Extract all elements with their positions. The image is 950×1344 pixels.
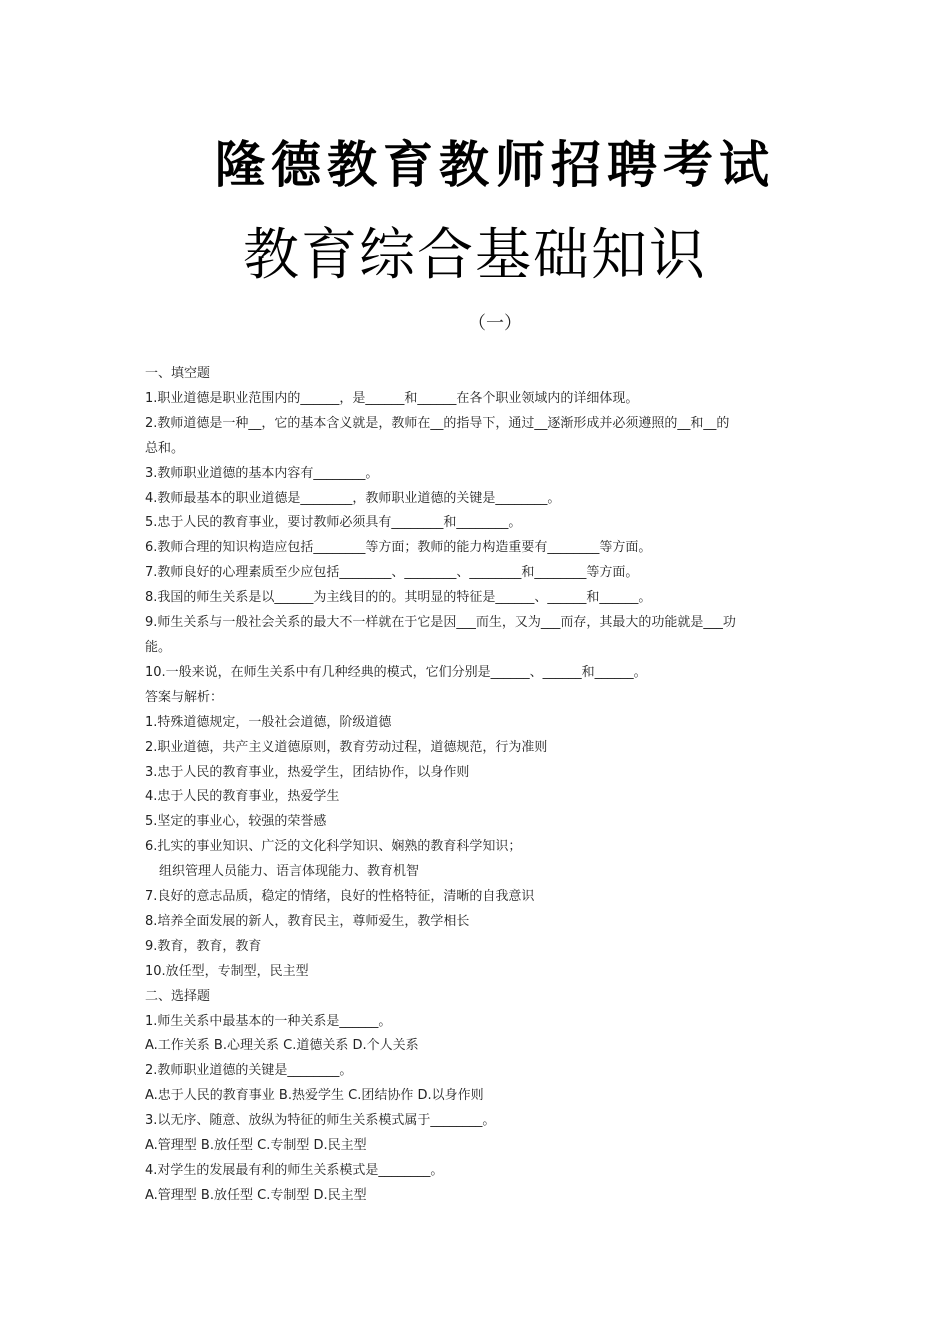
text-line: 总和。 (145, 440, 185, 456)
text-line: 8.我国的师生关系是以______为主线目的的。其明显的特征是______、______和______。 (145, 590, 652, 606)
text-line: 答案与解析： (145, 689, 224, 705)
text-line: A.管理型 B.放任型 C.专制型 D.民主型 (145, 1138, 367, 1154)
text-line: 1.特殊道德规定，一般社会道德，阶级道德 (145, 714, 392, 730)
text-line: 5.忠于人民的教育事业，要讨教师必须具有________和________。 (145, 515, 522, 531)
document-subtitle: 教育综合基础知识 (243, 223, 707, 288)
text-line: 4.教师最基本的职业道德是________，教师职业道德的关键是________。 (145, 490, 561, 506)
text-line: 能。 (145, 639, 172, 655)
text-line: 一、填空题 (145, 366, 211, 381)
text-line: 2.职业道德，共产主义道德原则，教育劳动过程，道德规范，行为准则 (145, 739, 548, 755)
text-line: 2.教师职业道德的关键是________。 (145, 1063, 353, 1079)
text-line: 组织管理人员能力、语言体现能力、教育机智 (159, 864, 420, 880)
text-line: 4.忠于人民的教育事业，热爱学生 (145, 789, 340, 805)
document-title: 隆德教育教师招聘考试 (215, 135, 775, 194)
text-line: A.忠于人民的教育事业 B.热爱学生 C.团结协作 D.以身作则 (145, 1088, 484, 1104)
text-line: A.工作关系 B.心理关系 C.道德关系 D.个人关系 (145, 1038, 419, 1054)
text-line: 10.一般来说，在师生关系中有几种经典的模式，它们分别是______、______和______。 (145, 664, 647, 680)
text-line: 二、选择题 (145, 988, 211, 1004)
text-line: 7.教师良好的心理素质至少应包括________、________、________和________等方面。 (145, 565, 639, 581)
text-line: 6.教师合理的知识构造应包括________等方面；教师的能力构造重要有________等方面。 (145, 540, 652, 556)
text-line: 3.教师职业道德的基本内容有________。 (145, 465, 379, 481)
section-number: （一） (468, 313, 522, 334)
text-line: 1.职业道德是职业范围内的______，是______和______在各个职业领域内的详细体现。 (145, 390, 639, 406)
text-line: 10.放任型，专制型，民主型 (145, 963, 309, 979)
text-line: A.管理型 B.放任型 C.专制型 D.民主型 (145, 1187, 367, 1203)
text-line: 9.教育，教育，教育 (145, 938, 262, 954)
text-line: 8.培养全面发展的新人，教育民主，尊师爱生，教学相长 (145, 913, 470, 929)
text-line: 3.忠于人民的教育事业，热爱学生，团结协作，以身作则 (145, 764, 470, 780)
text-line: 7.良好的意志品质，稳定的情绪，良好的性格特征，清晰的自我意识 (145, 889, 535, 905)
text-line: 9.师生关系与一般社会关系的最大不一样就在于它是因___而生，又为___而存，其最大的功能就是___功 (145, 615, 736, 631)
text-line: 2.教师道德是一种__，它的基本含义就是，教师在__的指导下，通过__逐渐形成并必须遵照的__和__的 (145, 415, 730, 431)
text-line: 5.坚定的事业心，较强的荣誉感 (145, 814, 327, 830)
text-line: 4.对学生的发展最有利的师生关系模式是________。 (145, 1163, 444, 1178)
text-line: 3.以无序、随意、放纵为特征的师生关系模式属于________。 (145, 1113, 496, 1129)
text-line: 6.扎实的事业知识、广泛的文化科学知识、娴熟的教育科学知识； (145, 839, 522, 855)
text-line: 1.师生关系中最基本的一种关系是______。 (145, 1013, 392, 1029)
document-body (145, 362, 810, 1209)
